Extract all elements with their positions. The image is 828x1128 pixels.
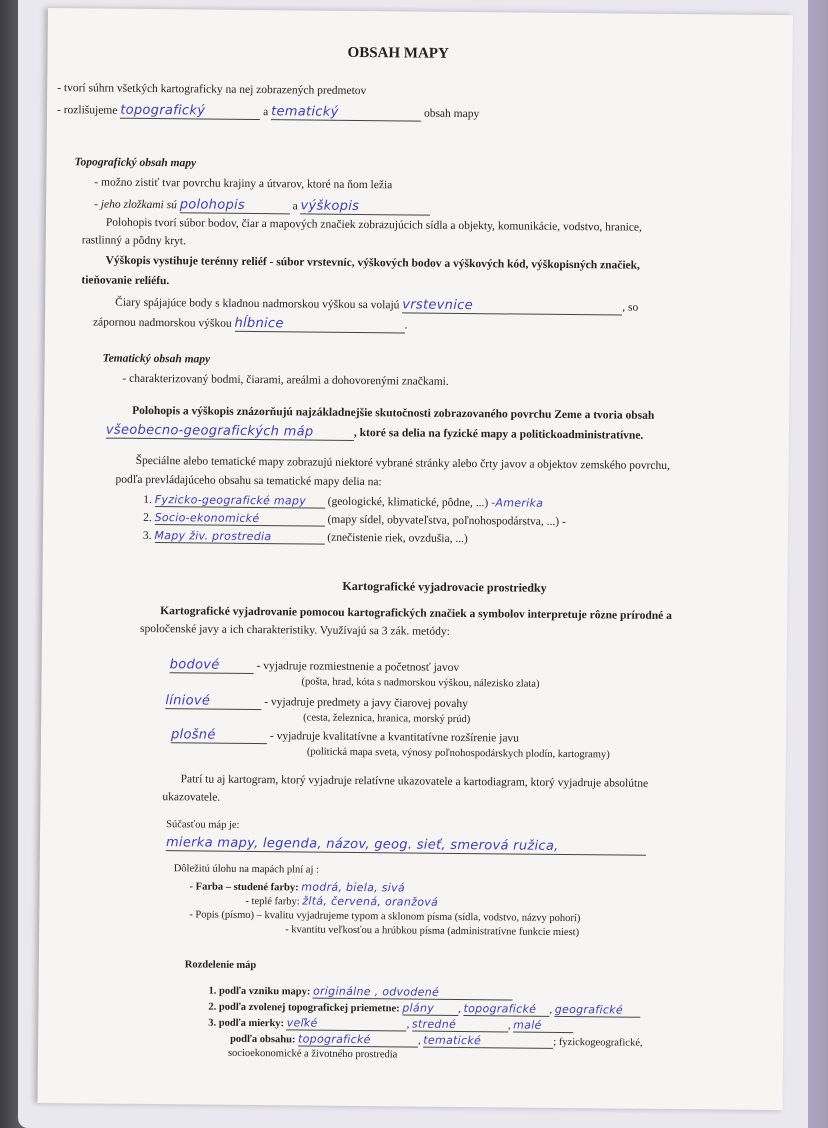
answer-obsah-topo: topografické (298, 1032, 418, 1047)
sucast-answer-line (166, 833, 646, 856)
vyskopis-para-2: tieňovanie reliéfu. (81, 274, 170, 288)
answer-liniove: líniové (165, 693, 261, 710)
page-title: OBSAH MAPY (347, 44, 449, 62)
rozdelenie-obsah-tail: ; fyzickogeografické, (553, 1036, 643, 1049)
answer-male: malé (513, 1019, 573, 1034)
vyskopis-para-1: Výškopis vystihuje terénny reliéf - súbor vrstevníc, výškových bodov a výškových kód, výškopisných značiek, (105, 254, 641, 272)
method-plosne (171, 727, 519, 746)
intro-text: - rozlišujeme (56, 104, 118, 117)
kart-para-1-text: Kartografické vyjadrovanie pomocou kartografických značiek a symbolov interpretuje rôzne prírodné a (160, 605, 672, 623)
answer-zivotne: Mapy živ. prostredia (154, 529, 324, 545)
kartogram-para-b: ukazovatele. (162, 791, 221, 804)
answer-teple: žltá, červená, oranžová (302, 894, 439, 909)
item-extra: -Amerika (491, 496, 544, 510)
answer-velke: veľké (287, 1016, 407, 1031)
answer-vznik: originálne , odvodené (313, 985, 513, 1001)
answer-fyzicko: Fyzicko-geografické mapy (155, 493, 325, 509)
tema-para-2b: podľa prevládajúceho obsahu sa tematické mapy delia na: (115, 473, 382, 489)
tema-para-1b-text: , ktoré sa delia na fyzické mapy a politickoadministratívne. (353, 426, 644, 442)
topo-heading: Topografický obsah mapy (74, 156, 197, 170)
kart-heading: Kartografické vyjadrovacie prostriedky (342, 578, 547, 595)
intro-tail: obsah mapy (423, 107, 480, 121)
kart-para-1b: spoločenské javy a ich charakteristiky. Využívajú sa 3 zák. metódy: (139, 622, 450, 638)
answer-topograficke: topografické (463, 1002, 549, 1017)
popis-kvantita: - kvantitu veľkosťou a hrúbkou písma (administratívne funkcie miest) (285, 924, 580, 939)
rozdelenie-mierka: 3. podľa mierky: veľké , stredné , malé (208, 1016, 573, 1034)
answer-plosne: plošné (171, 727, 267, 744)
hlbnice-text: zápornou nadmorskou výškou (92, 316, 232, 330)
tema-bullet-1: - charakterizovaný bodmi, čiarami, areálmi a dohovorenými značkami. (122, 372, 449, 388)
tema-para-2: Špeciálne alebo tematické mapy zobrazujú niektoré vybrané stránky alebo črty javov a objektov zemského povrchu, (135, 454, 670, 472)
item-text: (geologické, klimatické, pôdne, ...) (327, 495, 489, 510)
polohopis-para-1: Polohopis tvorí súbor bodov, čiar a mapových značiek zobrazujúcich sídla a objekty, komunikácie, vodstvo, hranice, (105, 216, 642, 234)
answer-sucast: mierka mapy, legenda, názov, geog. sieť, smerová ružica, (166, 835, 646, 856)
rozdelenie-label: 1. podľa vzniku mapy: (208, 985, 311, 998)
item-text: (mapy sídel, obyvateľstva, poľnohospodárstva, ...) - (327, 513, 566, 528)
method-text: - vyjadruje rozmiestnenie a početnosť javov (256, 660, 460, 674)
answer-hlbnice: hĺbnice (234, 316, 404, 334)
answer-socio: Socio-ekonomické (155, 511, 325, 527)
tema-heading: Tematický obsah mapy (102, 352, 211, 366)
sucast-label: Súčasťou máp je: (166, 819, 240, 831)
method-liniove (165, 693, 468, 712)
topo-and: a (292, 200, 298, 213)
item-number: 1. (143, 493, 152, 507)
tema-para-1b (106, 423, 644, 444)
method-bodove (170, 657, 460, 676)
rozdelenie-obsah: podľa obsahu: topografické , tematické ; fyzickogeografické, (230, 1032, 643, 1049)
answer-stredne: stredné (412, 1018, 508, 1033)
rozdelenie-vznik (209, 984, 514, 1001)
topo-bullet-1: - možno zistiť tvar povrchu krajiny a útvarov, ktoré na ňom ležia (94, 176, 393, 192)
rozdelenie-heading: Rozdelenie máp (184, 959, 257, 972)
item-number: 2. (143, 511, 152, 525)
item-number: 3. (142, 529, 152, 543)
answer-vseobecno: všeobecno-geografických máp (106, 423, 354, 441)
intro-line-2 (57, 102, 479, 122)
rozdelenie-label: 2. podľa zvolenej topografickej priemetne: (208, 1001, 400, 1015)
item-text: (znečistenie riek, ovzdušia, ...) (327, 531, 468, 546)
vrstevnice-line (115, 295, 638, 316)
method-bodove-sub: (pošta, hrad, kóta s nadmorskou výškou, nálezisko zlata) (301, 676, 540, 690)
farba-teple-text: - teplé farby: (245, 895, 300, 908)
hlbnice-line (93, 314, 408, 333)
answer-studene: modrá, biela, sivá (301, 880, 406, 895)
kart-para-1 (160, 605, 672, 622)
tema-list-item-3 (143, 529, 468, 546)
intro-and: a (263, 106, 269, 119)
rozdelenie-priemetna: 2. podľa zvolenej topografickej priemetne: plány , topografické , geografické (208, 1000, 641, 1018)
hlbnice-tail: . (404, 319, 408, 332)
method-text: - vyjadruje kvalitatívne a kvantitatívne rozšírenie javu (269, 730, 520, 745)
tema-list-item-2 (143, 511, 566, 529)
tema-list-item-1 (143, 493, 543, 511)
vrstevnice-tail: , so (622, 301, 639, 314)
kartogram-para: Patrí tu aj kartogram, ktorý vyjadruje relatívne ukazovatele a kartodiagram, ktorý vyjadruje absolútne (180, 773, 649, 790)
tema-para-1: Polohopis a výškopis znázorňujú najzákladnejšie skutočnosti zobrazovaného povrchu Zeme a tvoria obsah (132, 404, 655, 422)
method-text: - vyjadruje predmety a javy čiarovej povahy (264, 696, 469, 711)
topo-bullet-text: - jeho zložkami sú (94, 198, 177, 212)
answer-topograficky: topografický (120, 103, 260, 120)
farba-teple (245, 894, 438, 909)
farba-studene (190, 879, 406, 894)
farba-text: - Farba – studené farby: (189, 881, 299, 894)
answer-geograficke: geografické (555, 1003, 641, 1018)
intro-line-1: - tvorí súhrn všetkých kartograficky na nej zobrazených predmetov (57, 82, 367, 98)
worksheet-page (37, 8, 792, 1110)
answer-plany: plány (402, 1001, 458, 1016)
method-plosne-sub: (politická mapa sveta, výnosy poľnohospodárskych plodín, kartogramy) (306, 746, 610, 761)
answer-bodove: bodové (170, 657, 254, 674)
popis-kvalita: - Popis (písmo) – kvalitu vyjadrujeme typom a sklonom písma (sídla, vodstvo, názvy pohorí) (189, 909, 581, 925)
answer-vyskopis: výškopis (300, 198, 430, 215)
answer-obsah-tema: tematické (423, 1034, 553, 1049)
polohopis-para-2: rastlinný a pôdny kryt. (81, 234, 186, 248)
method-liniove-sub: (cesta, železnica, hranica, morský prúd) (303, 712, 471, 726)
vrstevnice-text: Čiary spájajúce body s kladnou nadmorskou výškou sa volajú (115, 296, 400, 312)
answer-vrstevnice: vrstevnice (402, 297, 622, 315)
rozdelenie-label: 3. podľa mierky: (208, 1017, 285, 1030)
rozdelenie-label: podľa obsahu: (230, 1033, 296, 1046)
answer-polohopis: polohopis (180, 197, 290, 214)
uloha-label: Dôležitú úlohu na mapách plní aj : (173, 863, 320, 876)
topo-bullet-2 (94, 196, 431, 215)
rozdelenie-obsah-b: socioekonomické a životného prostredia (227, 1047, 398, 1061)
answer-tematicky: tematický (271, 104, 421, 121)
